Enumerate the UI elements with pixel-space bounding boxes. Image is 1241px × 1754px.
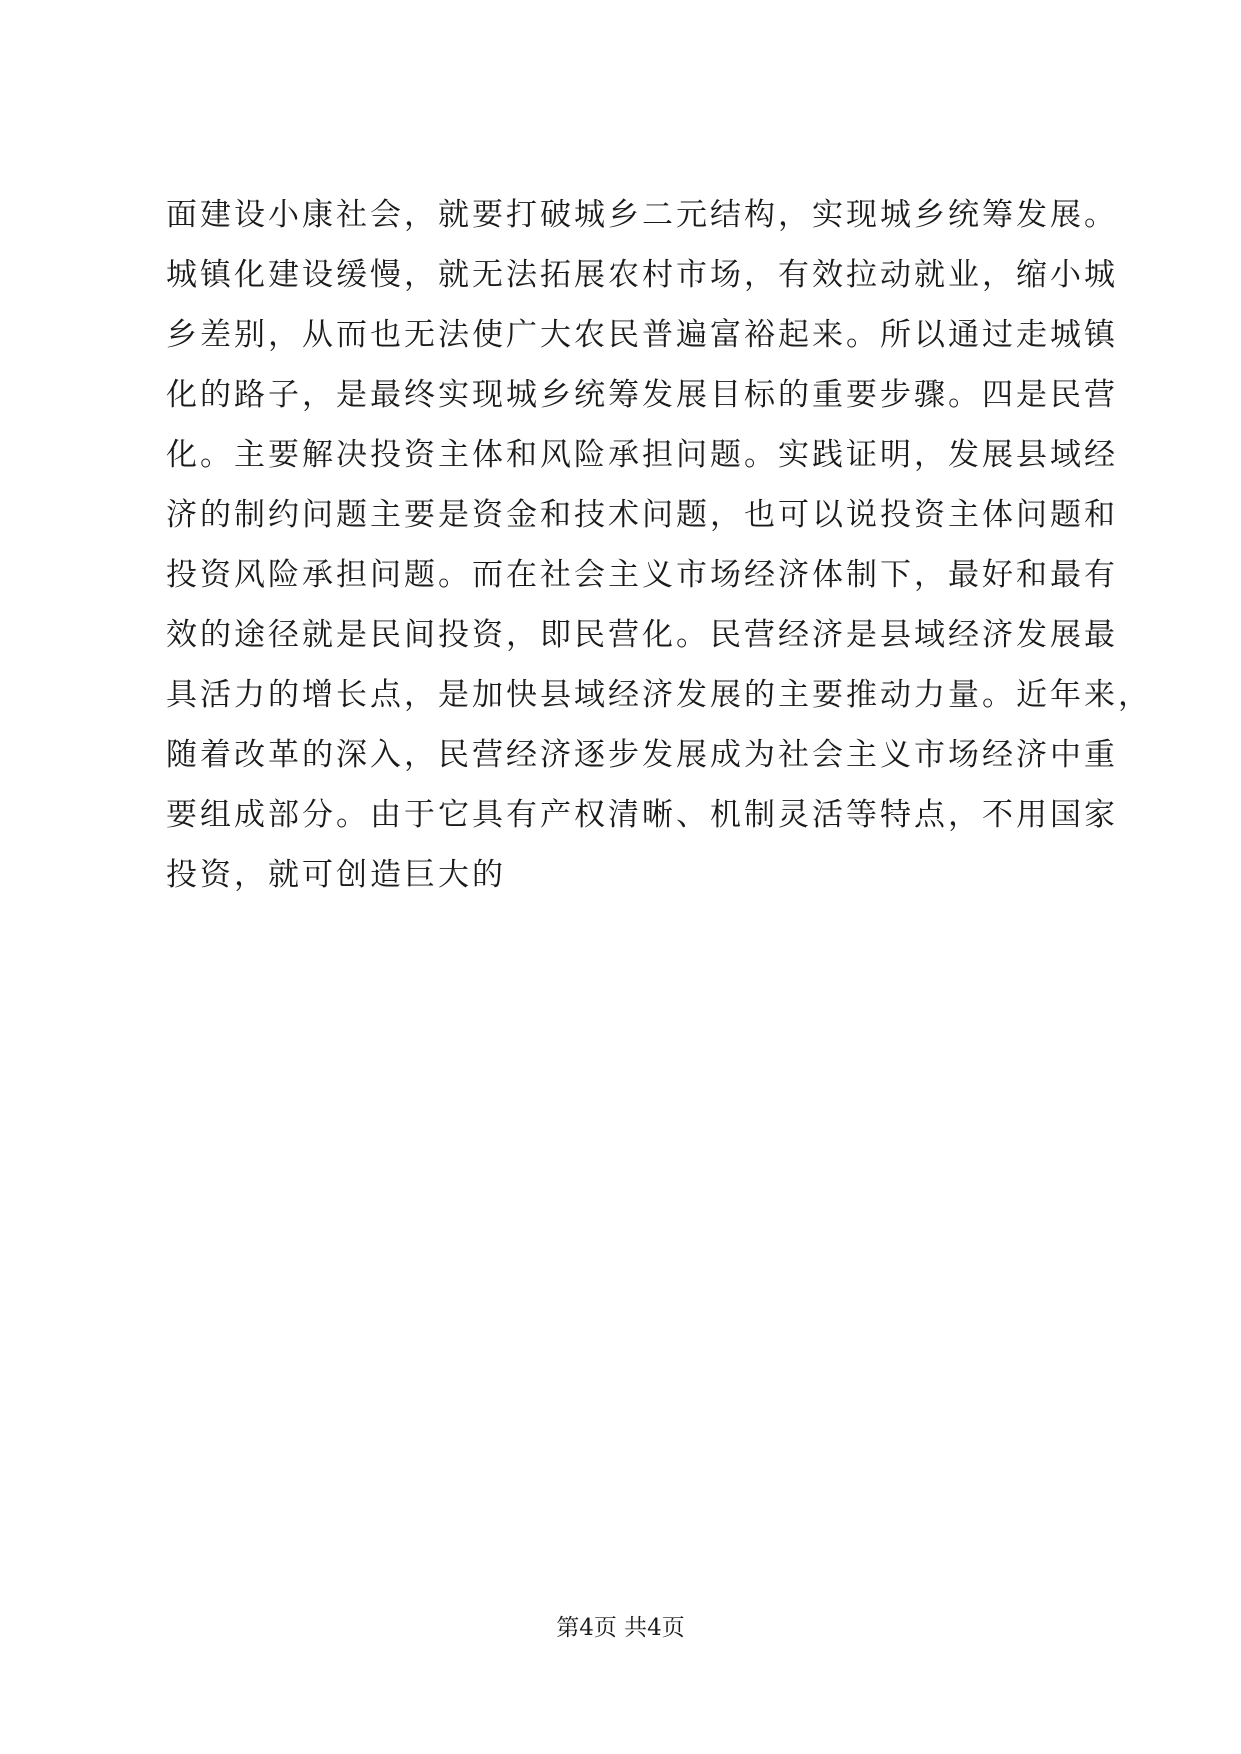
- text-line: 随着改革的深入，民营经济逐步发展成为社会主义市场经济中重: [166, 737, 1118, 773]
- text-line: 要组成部分。由于它具有产权清晰、机制灵活等特点，不用国家: [166, 797, 1118, 833]
- text-line: 投资，就可创造巨大的: [166, 857, 506, 893]
- page-number-footer: 第4页 共4页: [556, 1615, 685, 1641]
- text-line: 具活力的增长点，是加快县域经济发展的主要推动力量。近年来，: [166, 677, 1152, 713]
- text-line: 效的途径就是民间投资，即民营化。民营经济是县域经济发展最: [166, 617, 1118, 653]
- text-line: 化的路子，是最终实现城乡统筹发展目标的重要步骤。四是民营: [166, 377, 1118, 413]
- text-line: 乡差别，从而也无法使广大农民普遍富裕起来。所以通过走城镇: [166, 317, 1118, 353]
- body-paragraph: [166, 185, 1152, 905]
- text-line: 城镇化建设缓慢，就无法拓展农村市场，有效拉动就业，缩小城: [166, 257, 1118, 293]
- text-line: 济的制约问题主要是资金和技术问题，也可以说投资主体问题和: [166, 497, 1118, 533]
- text-line: 面建设小康社会，就要打破城乡二元结构，实现城乡统筹发展。: [166, 197, 1118, 233]
- text-line: 投资风险承担问题。而在社会主义市场经济体制下，最好和最有: [166, 557, 1118, 593]
- text-line: 化。主要解决投资主体和风险承担问题。实践证明，发展县域经: [166, 437, 1118, 473]
